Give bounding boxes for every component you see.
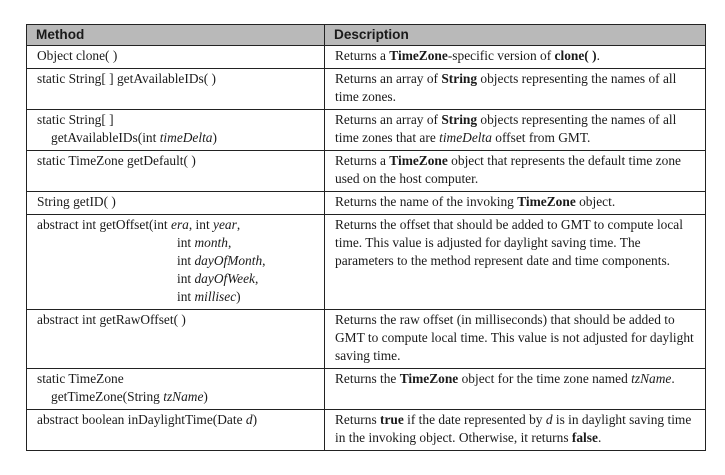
description-cell: Returns the raw offset (in milliseconds) that should be added to GMT to compute local time. This value is not adjusted for daylight saving time. [325,310,706,369]
description-cell: Returns a TimeZone object that represents the default time zone used on the host computer. [325,151,706,192]
description-cell: Returns the TimeZone object for the time zone named tzName. [325,369,706,410]
description-cell: Returns true if the date represented by d is in daylight saving time in the invoking object. Otherwise, it returns false. [325,410,706,451]
table-row [27,46,706,69]
method-cell: static String[ ] getAvailableIDs(int timeDelta) [27,110,325,151]
table-row [27,310,706,369]
table-row [27,192,706,215]
table-row [27,69,706,110]
table-row [27,110,706,151]
table-row [27,215,706,310]
method-cell [27,151,325,192]
method-signature: static TimeZone getDefault( ) [37,153,196,168]
table-row [27,151,706,192]
method-cell: static TimeZone getTimeZone(String tzName) [27,369,325,410]
method-cell [27,46,325,69]
timezone-methods-table [26,24,706,451]
method-cell [27,192,325,215]
method-column-header: Method [27,25,325,46]
table-row [27,369,706,410]
table-header-row [27,25,706,46]
method-cell: abstract boolean inDaylightTime(Date d) [27,410,325,451]
method-cell [27,69,325,110]
method-signature: Object clone( ) [37,48,118,63]
description-column-header: Description [325,25,706,46]
method-signature: abstract int getRawOffset( ) [37,312,186,327]
description-cell: Returns an array of String objects representing the names of all time zones that are timeDelta offset from GMT. [325,110,706,151]
description-cell: Returns the name of the invoking TimeZone object. [325,192,706,215]
description-cell: Returns the offset that should be added to GMT to compute local time. This value is adjusted for daylight saving time. The parameters to the method represent date and time components. [325,215,706,310]
method-cell: abstract int getOffset(int era, int year, int month, int dayOfMonth, int dayOfWeek, int millisec) [27,215,325,310]
table-row [27,410,706,451]
method-signature: static String[ ] getAvailableIDs( ) [37,71,216,86]
method-cell [27,310,325,369]
method-signature: String getID( ) [37,194,116,209]
description-cell: Returns a TimeZone-specific version of clone( ). [325,46,706,69]
description-cell: Returns an array of String objects representing the names of all time zones. [325,69,706,110]
